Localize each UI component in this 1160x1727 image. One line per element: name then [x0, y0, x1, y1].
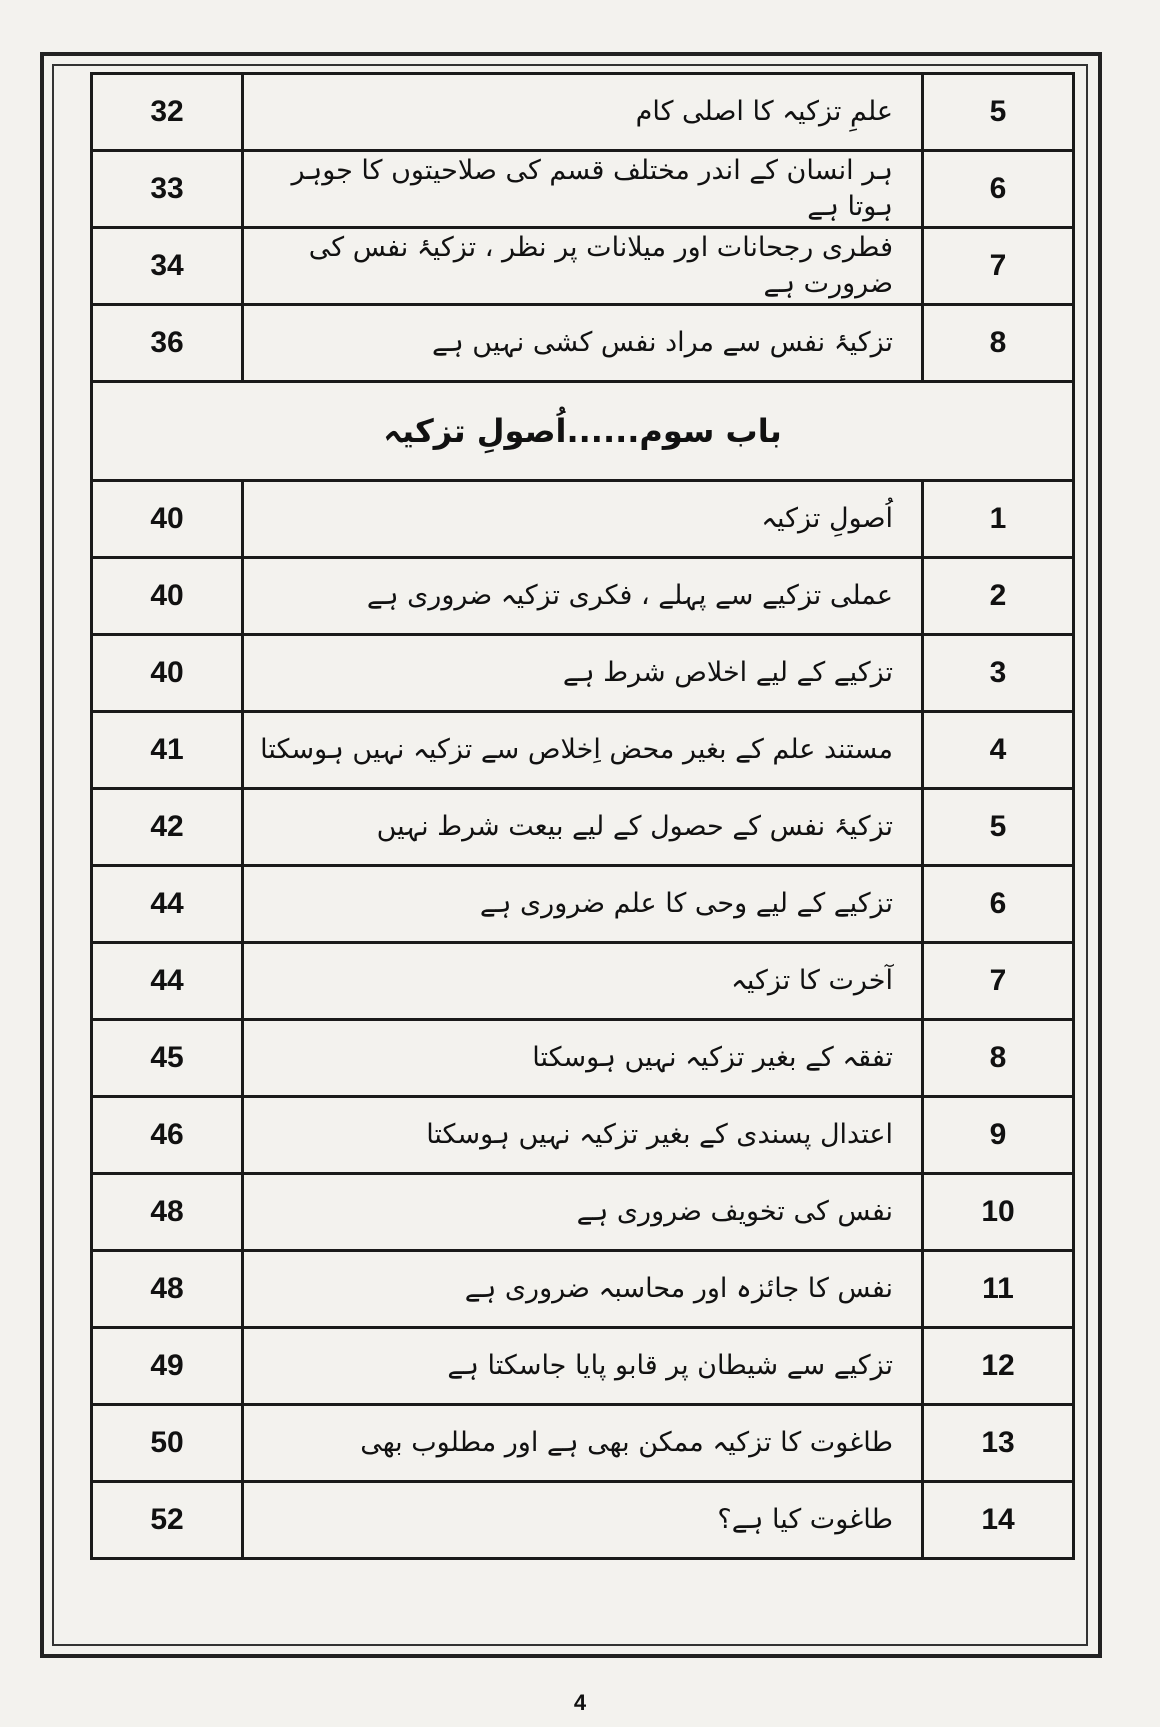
- toc-entry-number: 4: [923, 712, 1074, 789]
- toc-entry-number: 5: [923, 74, 1074, 151]
- toc-page-number: 36: [92, 305, 243, 382]
- toc-page-number: 48: [92, 1174, 243, 1251]
- table-of-contents: [90, 72, 1075, 1560]
- toc-entry-number: 6: [923, 866, 1074, 943]
- toc-entry-number: 7: [923, 943, 1074, 1020]
- toc-page-number: 46: [92, 1097, 243, 1174]
- toc-page-number: 44: [92, 943, 243, 1020]
- toc-page-number: 40: [92, 635, 243, 712]
- toc-entry-title: فطری رجحانات اور میلانات پر نظر ، تزکیۂ نفس کی ضرورت ہے: [243, 228, 923, 305]
- table-row: [92, 558, 1074, 635]
- toc-entry-number: 7: [923, 228, 1074, 305]
- toc-entry-title: اُصولِ تزکیہ: [243, 481, 923, 558]
- section-heading-row: [92, 382, 1074, 481]
- toc-page-number: 49: [92, 1328, 243, 1405]
- toc-entry-title: تزکیۂ نفس سے مراد نفس کشی نہیں ہے: [243, 305, 923, 382]
- table-row: [92, 1174, 1074, 1251]
- toc-entry-number: 3: [923, 635, 1074, 712]
- toc-entry-number: 1: [923, 481, 1074, 558]
- toc-page-number: 33: [92, 151, 243, 228]
- toc-page-number: 34: [92, 228, 243, 305]
- toc-entry-title: طاغوت کیا ہے؟: [243, 1482, 923, 1559]
- toc-entry-title: نفس کی تخویف ضروری ہے: [243, 1174, 923, 1251]
- toc-entry-number: 2: [923, 558, 1074, 635]
- toc-page-number: 48: [92, 1251, 243, 1328]
- toc-entry-number: 6: [923, 151, 1074, 228]
- table-row: [92, 74, 1074, 151]
- table-row: [92, 1251, 1074, 1328]
- table-row: [92, 635, 1074, 712]
- table-row: [92, 943, 1074, 1020]
- toc-page-number: 41: [92, 712, 243, 789]
- toc-entry-title: نفس کا جائزہ اور محاسبہ ضروری ہے: [243, 1251, 923, 1328]
- toc-entry-title: تزکیۂ نفس کے حصول کے لیے بیعت شرط نہیں: [243, 789, 923, 866]
- table-row: [92, 1405, 1074, 1482]
- toc-page-number: 32: [92, 74, 243, 151]
- toc-entry-number: 14: [923, 1482, 1074, 1559]
- toc-body: [92, 74, 1074, 1559]
- table-row: [92, 481, 1074, 558]
- toc-entry-number: 8: [923, 305, 1074, 382]
- toc-entry-number: 13: [923, 1405, 1074, 1482]
- toc-entry-title: عملی تزکیے سے پہلے ، فکری تزکیہ ضروری ہے: [243, 558, 923, 635]
- toc-page-number: 40: [92, 558, 243, 635]
- toc-page-number: 52: [92, 1482, 243, 1559]
- toc-entry-title: اعتدال پسندی کے بغیر تزکیہ نہیں ہوسکتا: [243, 1097, 923, 1174]
- table-row: [92, 789, 1074, 866]
- toc-entry-title: آخرت کا تزکیہ: [243, 943, 923, 1020]
- toc-entry-title: تفقہ کے بغیر تزکیہ نہیں ہوسکتا: [243, 1020, 923, 1097]
- table-row: [92, 1020, 1074, 1097]
- toc-page-number: 44: [92, 866, 243, 943]
- toc-entry-title: علمِ تزکیہ کا اصلی کام: [243, 74, 923, 151]
- toc-entry-title: تزکیے سے شیطان پر قابو پایا جاسکتا ہے: [243, 1328, 923, 1405]
- table-row: [92, 866, 1074, 943]
- section-heading: باب سوم......اُصولِ تزکیہ: [92, 382, 1074, 481]
- table-row: [92, 1482, 1074, 1559]
- page-number: 4: [573, 1690, 587, 1715]
- table-row: [92, 305, 1074, 382]
- toc-entry-title: طاغوت کا تزکیہ ممکن بھی ہے اور مطلوب بھی: [243, 1405, 923, 1482]
- toc-entry-title: ہر انسان کے اندر مختلف قسم کی صلاحیتوں کا جوہر ہوتا ہے: [243, 151, 923, 228]
- table-row: [92, 1097, 1074, 1174]
- toc-page-number: 50: [92, 1405, 243, 1482]
- table-row: [92, 712, 1074, 789]
- toc-entry-title: تزکیے کے لیے اخلاص شرط ہے: [243, 635, 923, 712]
- table-row: [92, 1328, 1074, 1405]
- toc-entry-number: 5: [923, 789, 1074, 866]
- toc-entry-title: مستند علم کے بغیر محض اِخلاص سے تزکیہ نہیں ہوسکتا: [243, 712, 923, 789]
- toc-entry-number: 9: [923, 1097, 1074, 1174]
- toc-page-number: 40: [92, 481, 243, 558]
- table-row: [92, 228, 1074, 305]
- toc-page-number: 42: [92, 789, 243, 866]
- toc-entry-number: 10: [923, 1174, 1074, 1251]
- table-row: [92, 151, 1074, 228]
- toc-entry-number: 11: [923, 1251, 1074, 1328]
- toc-entry-number: 8: [923, 1020, 1074, 1097]
- toc-entry-number: 12: [923, 1328, 1074, 1405]
- toc-page-number: 45: [92, 1020, 243, 1097]
- toc-entry-title: تزکیے کے لیے وحی کا علم ضروری ہے: [243, 866, 923, 943]
